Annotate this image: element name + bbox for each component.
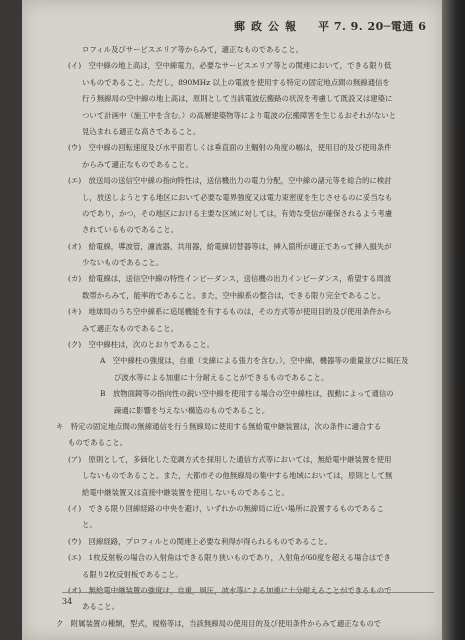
text-line: 疎通に影響を与えない構造のものであること。 xyxy=(114,405,270,415)
text-line: キ 特定の固定地点間の無線通信を行う無線局に使用する無給電中継装置は，次の条件に適合する xyxy=(56,421,382,431)
text-line: A 空中線柱の強度は，自重（支線による張力を含む。），空中線，機器等の重量並びに風圧及 xyxy=(100,356,409,366)
page-footer xyxy=(62,592,434,606)
text-line: ものであること。 xyxy=(68,438,128,448)
issue-info: 平 7. 9. 20─電通 6 xyxy=(318,20,427,33)
text-line: る限り2枚反射板であること。 xyxy=(82,569,183,579)
text-line: (キ) 地球局のうち空中線系に追尾機能を有するものは，その方式等が使用目的及び使用条件から xyxy=(68,307,392,317)
page-number: 34 xyxy=(62,597,73,606)
text-line: しないものであること。また，大都市その他無線局の集中する地域においては，原則として無 xyxy=(82,471,393,481)
text-line: 数帯からみて，能率的であること。また，空中線系の整合は，できる限り完全であること。 xyxy=(82,290,385,300)
page-header xyxy=(22,18,442,40)
text-line: のであり，かつ，その地区における主要な区域に対しては，有効な受信が確保されるよう考慮 xyxy=(82,208,393,218)
text-line: ク 附属装置の種類，型式，規格等は，当該無線局の使用目的及び使用条件からみて適正なもので xyxy=(56,618,382,628)
text-line: (ウ) 回線経路，プロフィルとの関連上必要な利得が得られるものであること。 xyxy=(68,536,332,546)
text-line: し，放送しようとする地区において必要な電界強度又は電力束密度を生じさせるのに妥当なも xyxy=(82,192,393,202)
text-line: (エ) 1枚反射板の場合の入射角はできる限り狭いものであり，入射角が60度を超える場合はでき xyxy=(68,553,391,563)
text-line: (カ) 給電線は，送信空中線の特性インピーダンス，送信機の出力インピーダンス，希望する周波 xyxy=(68,274,392,284)
book-spine xyxy=(442,0,465,640)
text-line: 給電中継装置又は直接中継装置を使用しないものであること。 xyxy=(82,487,289,497)
text-line: ロフィル及びサービスエリア等からみて，適正なものであること。 xyxy=(82,45,303,54)
document-page xyxy=(22,0,442,640)
text-line: みて適正なものであること。 xyxy=(82,323,179,333)
text-line: 見込まれる適正な高さであること。 xyxy=(82,126,201,136)
text-line: (オ) 給電線，導波管，濾波器，共用器，給電線切替器等は，挿入箇所が適正であって挿入損失が xyxy=(68,241,392,251)
text-line: いものであること。ただし，890MHz 以上の電波を使用する特定の固定地点間の無線通信を xyxy=(82,77,390,87)
text-line: されているものであること。 xyxy=(82,225,179,235)
text-line: からみて適正なものであること。 xyxy=(82,159,193,169)
text-line: 行う無線局の空中線の地上高は，原則として当該電波伝搬路の状況を考慮して既設又は建築に xyxy=(82,94,393,104)
text-line: (ウ) 空中線の回転速度及び水平面若しくは垂直面の主輻射の角度の幅は，使用目的及び使用条件 xyxy=(68,143,392,153)
text-line: (イ) 空中線の地上高は，空中線電力，必要なサービスエリア等との関連において，できる限り低 xyxy=(68,61,392,71)
text-line: び波水等による加重に十分耐えることができるものであること。 xyxy=(114,372,329,382)
text-line: (オ) 無給電中継装置の強度は，自重，風圧，波水等による加重に十分耐えることができるもので xyxy=(68,585,392,595)
text-line: あること。 xyxy=(82,602,119,612)
text-line: B 放物面鏡等の指向性の鋭い空中線を使用する場合の空中線柱は，振動によって通信の xyxy=(100,389,394,399)
text-line: (エ) 放送局の送信空中線の指向特性は，送信機出力の電力分配，空中線の諸元等を総合的に検討 xyxy=(68,176,392,186)
text-line: (ア) 原則として，多価化した変調方式を採用した通信方式等においては，無給電中継装置を使用 xyxy=(68,454,392,464)
text-line: 少ないものであること。 xyxy=(82,258,164,268)
text-line: と。 xyxy=(82,520,97,530)
text-line: (イ) できる限り回線経路の中央を避け，いずれかの無線局に近い場所に設置するものであるこ xyxy=(68,503,384,513)
gazette-title: 郵政公報 xyxy=(234,20,302,33)
text-line: ついて計画中（施工中を含む。）の高層建築物等により電波の伝搬障害を生じるおそれがないと xyxy=(82,110,397,120)
page-body xyxy=(56,42,434,632)
text-line: (ク) 空中線柱は，次のとおりであること。 xyxy=(68,340,215,350)
